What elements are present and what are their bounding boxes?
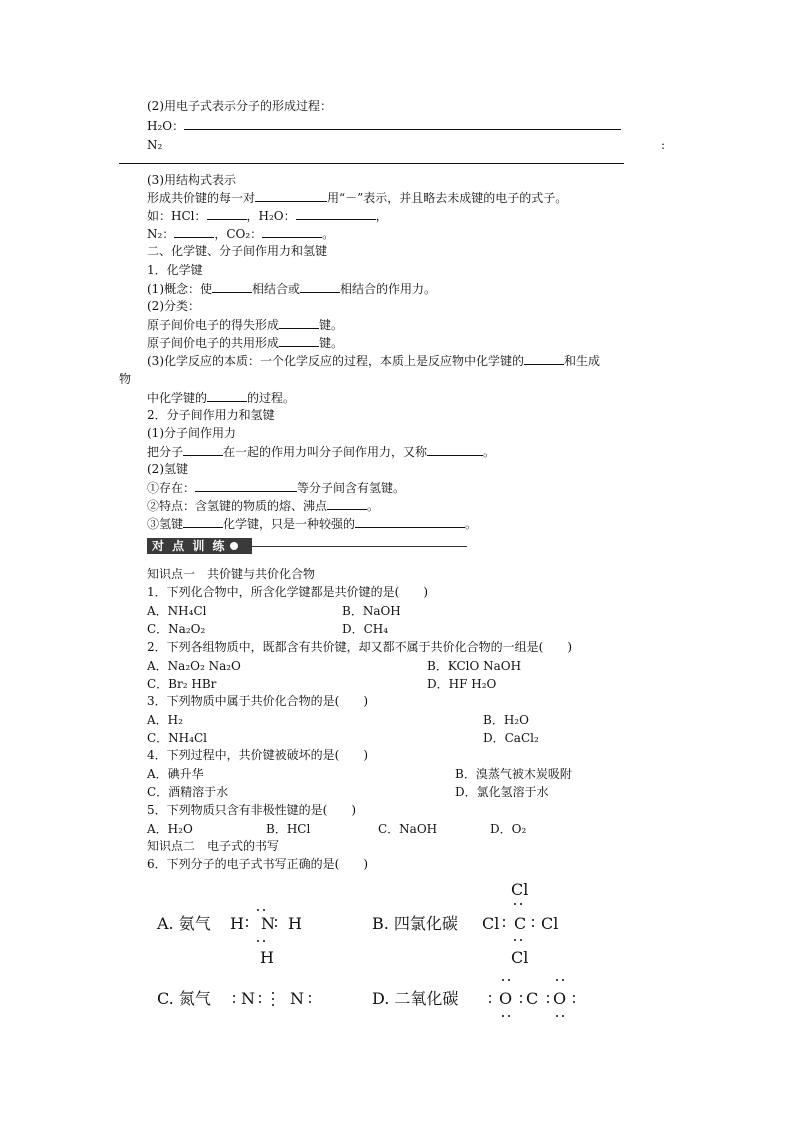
- reaction-text-b: 和生成: [564, 354, 601, 368]
- nh3-h-bottom: H: [260, 948, 274, 967]
- hb1-text-a: ①存在：: [147, 481, 196, 495]
- covalent-blank[interactable]: [279, 334, 319, 347]
- q4-stem: 4．下列过程中，共价键被破坏的是( ): [147, 748, 368, 762]
- ionic-line: [147, 316, 343, 333]
- hb1-blank[interactable]: [195, 479, 297, 492]
- ccl4-cl-bottom: Cl: [511, 948, 529, 967]
- hb-exist: [147, 479, 405, 496]
- h2o-blank[interactable]: [184, 117, 621, 130]
- nh3-electron-dots: [240, 905, 300, 950]
- reaction-essence: [147, 352, 600, 369]
- eg-hcl-label: 如：HCl：: [147, 209, 207, 223]
- q6-stem: 6．下列分子的电子式书写正确的是( ): [147, 857, 368, 871]
- reaction-line-2: [147, 389, 295, 406]
- nh3-h-left: H: [230, 914, 244, 933]
- eg-hcl-blank[interactable]: [207, 207, 247, 220]
- q1-option-d[interactable]: D．CH₄: [342, 622, 389, 636]
- covalent-text: 原子间价电子的共用形成: [147, 336, 280, 350]
- chem-bond-concept: [147, 280, 436, 297]
- q3-option-d[interactable]: D．CaCl₂: [483, 731, 539, 745]
- s3-text-a: 形成共价键的每一对: [147, 191, 256, 205]
- cb1-text-c: 相结合的作用力。: [340, 282, 437, 296]
- eg-line-1: [147, 207, 388, 224]
- co2-o-right: O: [553, 989, 567, 1008]
- q2-stem: 2．下列各组物质中，既都含有共价键，却又都不属于共价化合物的一组是( ): [147, 640, 573, 654]
- s3-blank[interactable]: [255, 189, 327, 202]
- line-2-title: (2)用电子式表示分子的形成过程：: [147, 99, 332, 113]
- eg-co2-blank[interactable]: [262, 225, 322, 238]
- q6-option-d[interactable]: D. 二氧化碳: [372, 989, 459, 1008]
- mf1-blank-2[interactable]: [427, 443, 483, 456]
- mf1-blank-1[interactable]: [183, 443, 223, 456]
- hb-feature: [147, 497, 379, 514]
- nh3-n: N: [261, 914, 275, 933]
- hb-nature: [147, 515, 477, 532]
- eg-period: 。: [322, 227, 335, 241]
- h2o-row: [147, 117, 621, 134]
- q1-option-b[interactable]: B．NaOH: [342, 604, 401, 618]
- q1-option-a[interactable]: A．NH₄Cl: [147, 604, 207, 618]
- ccl4-electron-dots: [495, 898, 545, 948]
- kp1-title: 知识点一 共价键与共价化合物: [147, 567, 316, 581]
- hb3-text-b: 化学键，只是一种较强的: [223, 517, 356, 531]
- n2-atom-2: N: [290, 989, 304, 1008]
- ionic-text: 原子间价电子的得失形成: [147, 318, 280, 332]
- n2-atom-1: N: [241, 989, 255, 1008]
- mf1-title: (1)分子间作用力: [147, 426, 236, 440]
- n2-electron-dots: [230, 988, 315, 1012]
- q2-option-d[interactable]: D．HF H₂O: [427, 677, 497, 691]
- co2-electron-dots: [485, 975, 580, 1020]
- hb2-text-b: 。: [367, 499, 380, 513]
- mf-title: 2．分子间作用力和氢键: [147, 408, 275, 422]
- q6-option-a[interactable]: A. 氨气: [157, 914, 211, 933]
- section-2-title: 二、化学键、分子间作用力和氢键: [147, 244, 328, 258]
- s3-line: [147, 189, 567, 206]
- hb3-blank-1[interactable]: [183, 515, 223, 528]
- reaction-blank-1[interactable]: [524, 352, 564, 365]
- reaction-text-a: (3)化学反应的本质：一个化学反应的过程，本质上是反应物中化学键的: [147, 354, 525, 368]
- ccl4-cl-top: Cl: [511, 880, 529, 899]
- h2o-label: H₂O：: [147, 119, 185, 133]
- mf1-text-a: 把分子: [147, 445, 184, 459]
- q3-stem: 3．下列物质中属于共价化合物的是( ): [147, 694, 368, 708]
- hb1-text-b: 等分子间含有氢键。: [297, 481, 406, 495]
- q5-option-b[interactable]: B．HCl: [266, 822, 311, 836]
- q2-option-c[interactable]: C．Br₂ HBr: [147, 677, 217, 691]
- q5-option-a[interactable]: A．H₂O: [147, 822, 193, 836]
- nh3-h-right: H: [288, 914, 302, 933]
- co2-o-left: O: [499, 989, 513, 1008]
- q6-option-c[interactable]: C. 氮气: [157, 989, 211, 1008]
- cb1-blank-1[interactable]: [212, 280, 252, 293]
- reaction-text-d: 的过程。: [247, 391, 296, 405]
- eg-n2-blank[interactable]: [174, 225, 214, 238]
- n2-blank[interactable]: [119, 163, 624, 164]
- q4-option-d[interactable]: D．氯化氢溶于水: [455, 785, 549, 799]
- hb2-text-a: ②特点：含氢键的物质的熔、沸点: [147, 499, 328, 513]
- reaction-blank-2[interactable]: [207, 389, 247, 402]
- n2-colon: :: [661, 138, 666, 152]
- header-rule: [247, 546, 467, 547]
- reaction-wrap: 物: [119, 372, 132, 386]
- q5-option-c[interactable]: C．NaOH: [378, 822, 438, 836]
- q4-option-b[interactable]: B．溴蒸气被木炭吸附: [455, 767, 572, 781]
- hb3-text-c: 。: [465, 517, 478, 531]
- hb2-blank[interactable]: [327, 497, 367, 510]
- chem-bond-title: 1．化学键: [147, 263, 203, 277]
- hb3-blank-2[interactable]: [355, 515, 465, 528]
- eg-h2o-label: ，H₂O：: [246, 209, 296, 223]
- eg-line-2: [147, 225, 334, 242]
- eg-comma: ，: [375, 209, 388, 223]
- q1-stem: 1．下列化合物中，所含化学键都是共价键的是( ): [147, 585, 429, 599]
- reaction-text-c: 中化学键的: [147, 391, 208, 405]
- ccl4-cl-right: Cl: [541, 914, 559, 933]
- s3-title: (3)用结构式表示: [147, 173, 236, 187]
- bullet-icon: [230, 542, 238, 550]
- ccl4-c: C: [514, 914, 527, 933]
- mf1-text-c: 。: [483, 445, 496, 459]
- co2-c: C: [526, 989, 539, 1008]
- q5-option-d[interactable]: D．O₂: [490, 822, 527, 836]
- mf1-line: [147, 443, 495, 460]
- covalent-suffix: 键。: [319, 336, 344, 350]
- eg-h2o-blank[interactable]: [296, 207, 376, 220]
- s3-text-b: 用“－”表示，并且略去未成键的电子的式子。: [327, 191, 568, 205]
- cb1-text-b: 相结合或: [252, 282, 301, 296]
- covalent-line: [147, 334, 343, 351]
- chem-bond-classify: (2)分类：: [147, 299, 200, 313]
- q3-option-c[interactable]: C．NH₄Cl: [147, 731, 207, 745]
- ionic-suffix: 键。: [319, 318, 344, 332]
- q2-option-b[interactable]: B．KClO NaOH: [427, 659, 522, 673]
- mf1-text-b: 在一起的作用力叫分子间作用力，又称: [223, 445, 428, 459]
- q2-option-a[interactable]: A．Na₂O₂ Na₂O: [147, 659, 241, 673]
- q4-option-c[interactable]: C．酒精溶于水: [147, 785, 229, 799]
- q6-option-b[interactable]: B. 四氯化碳: [372, 914, 458, 933]
- eg-n2-label: N₂：: [147, 227, 175, 241]
- ccl4-cl-left: Cl: [482, 914, 500, 933]
- ionic-blank[interactable]: [279, 316, 319, 329]
- kp2-title: 知识点二 电子式的书写: [147, 839, 280, 853]
- n2-label: N₂: [147, 138, 163, 152]
- q5-stem: 5．下列物质只含有非极性键的是( ): [147, 803, 356, 817]
- q1-option-c[interactable]: C．Na₂O₂: [147, 622, 206, 636]
- hb3-text-a: ③氢键: [147, 517, 184, 531]
- hb-title: (2)氢键: [147, 462, 188, 476]
- cb1-text-a: (1)概念：使: [147, 282, 212, 296]
- eg-co2-label: ，CO₂：: [214, 227, 263, 241]
- cb1-blank-2[interactable]: [300, 280, 340, 293]
- q3-option-b[interactable]: B．H₂O: [483, 713, 529, 727]
- q4-option-a[interactable]: A．碘升华: [147, 767, 204, 781]
- practice-header-label: 对 点 训 练: [147, 538, 252, 554]
- q3-option-a[interactable]: A．H₂: [147, 713, 183, 727]
